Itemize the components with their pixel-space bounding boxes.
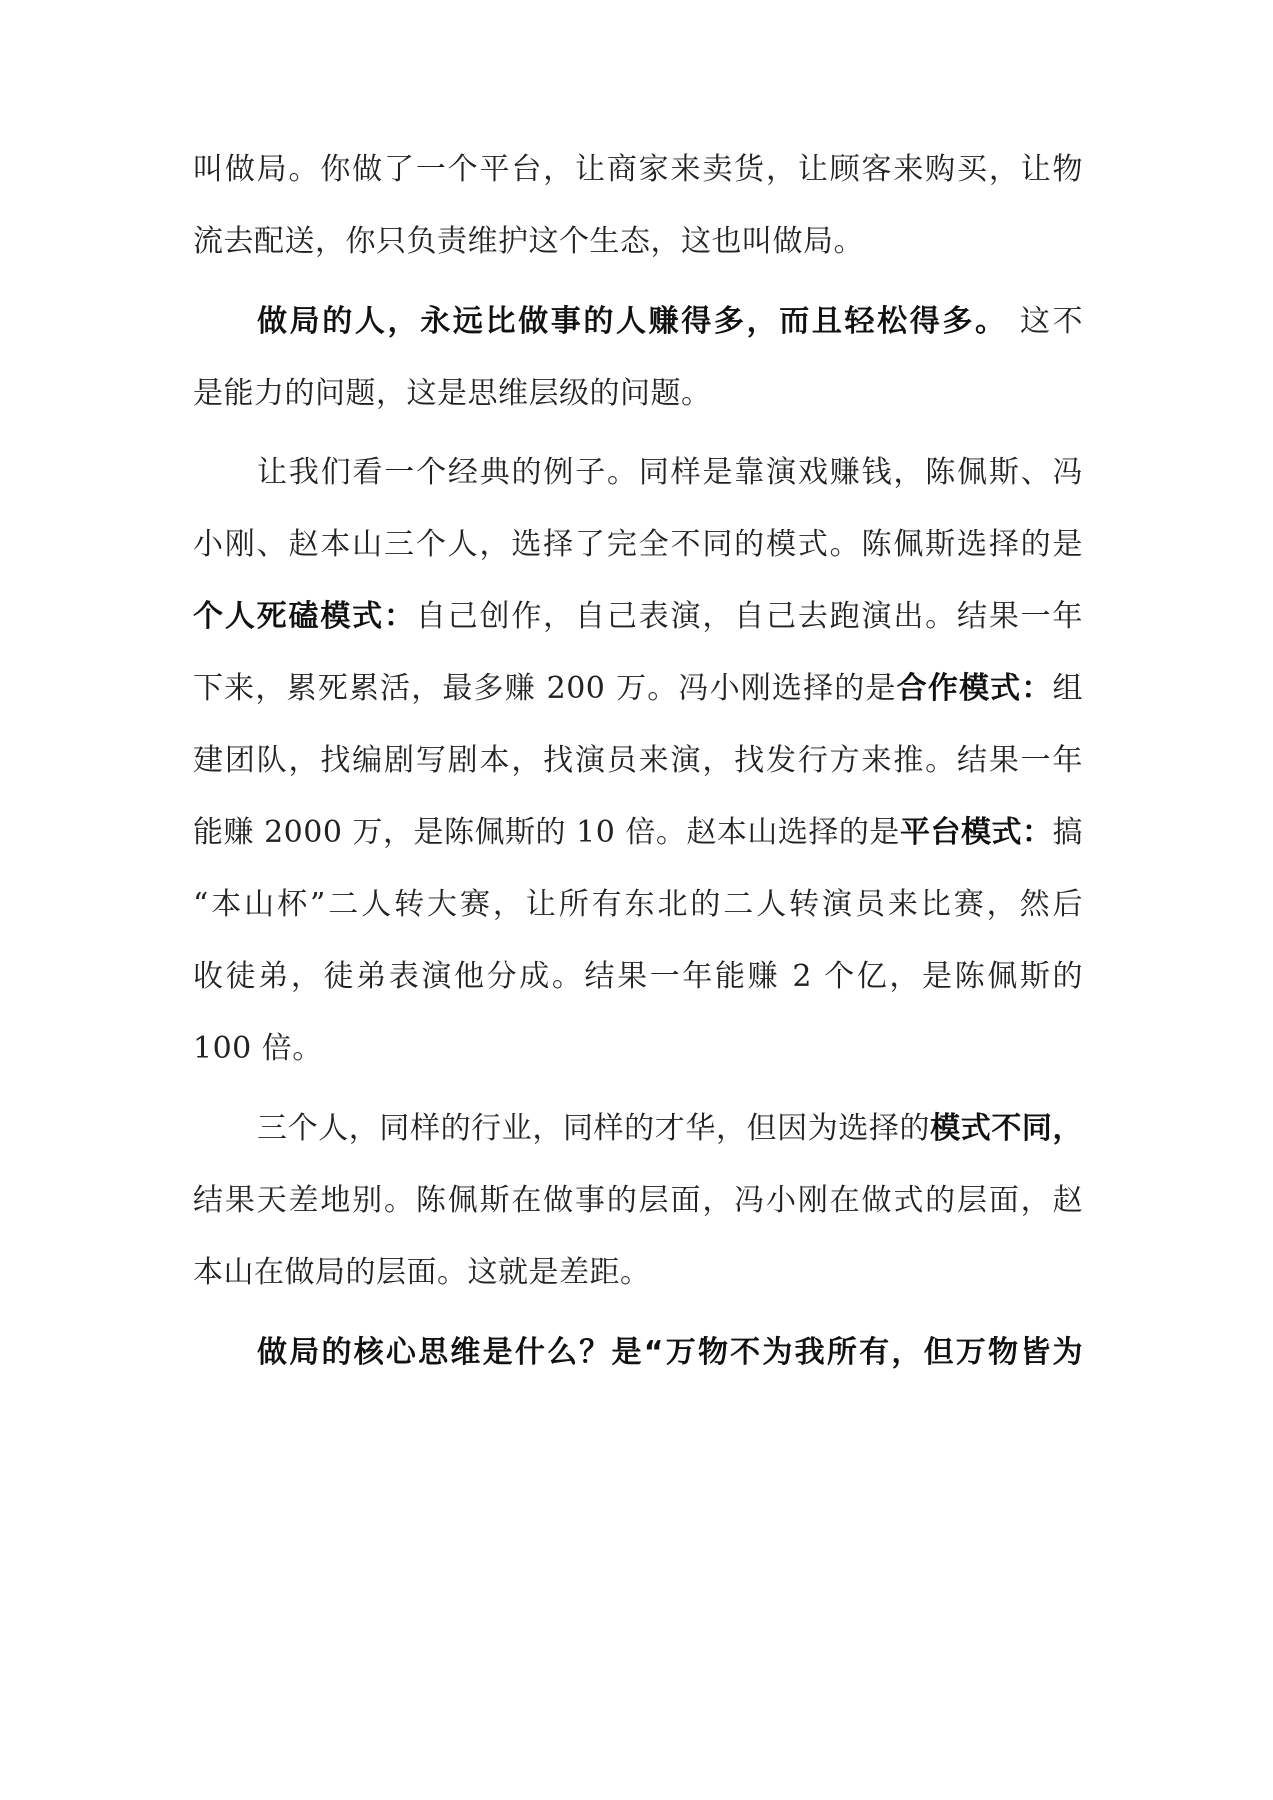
body-text: 组 [1052,671,1084,706]
bold-text: 个人死磕模式： [193,599,416,634]
body-text: 100 倍。 [193,1031,323,1066]
body-text: 让我们看一个经典的例子。同样是靠演戏赚钱，陈佩斯、冯 [257,455,1083,490]
body-text: 自己创作，自己表演，自己去跑演出。结果一年 [415,599,1084,634]
bold-text: 做局的人，永远比做事的人赚得多，而且轻松得多。 [257,304,1008,339]
bold-text: 做局的核心思维是什么？是“万物不为我所有，但万物皆为 [257,1335,1083,1370]
text-line [193,222,1083,262]
text-line [193,597,1083,637]
body-text: 叫做局。你做了一个平台，让商家来卖货，让顾客来购买，让物 [193,152,1083,187]
text-line [193,150,1083,190]
body-text: 三个人，同样的行业，同样的才华，但因为选择的 [257,1111,931,1146]
body-text: “本山杯”二人转大赛，让所有东北的二人转演员来比赛，然后 [193,887,1083,922]
body-text: 下来，累死累活，最多赚 200 万。冯小刚选择的是 [193,671,897,706]
text-line [257,302,1083,342]
text-line [193,957,1083,997]
body-text: 这不 [1007,304,1083,339]
body-text: 建团队，找编剧写剧本，找演员来演，找发行方来推。结果一年 [193,743,1083,778]
text-line [193,741,1083,781]
body-text: 本山在做局的层面。这就是差距。 [193,1255,651,1290]
text-line [193,1181,1083,1221]
body-text: 流去配送，你只负责维护这个生态，这也叫做局。 [193,224,864,259]
body-text: 能赚 2000 万，是陈佩斯的 10 倍。赵本山选择的是 [193,815,900,850]
text-line [193,813,1083,853]
text-line [257,1333,1083,1373]
text-line [193,374,1083,414]
body-text: 收徒弟，徒弟表演他分成。结果一年能赚 2 个亿，是陈佩斯的 [193,959,1083,994]
text-line [257,1109,1083,1149]
body-text: 结果天差地别。陈佩斯在做事的层面，冯小刚在做式的层面，赵 [193,1183,1083,1218]
text-line [193,669,1083,709]
body-text: 小刚、赵本山三个人，选择了完全不同的模式。陈佩斯选择的是 [193,527,1083,562]
text-line [193,1253,1083,1293]
body-text: 是能力的问题，这是思维层级的问题。 [193,376,712,411]
text-line [193,885,1083,925]
text-line [193,1029,1083,1069]
bold-text: 平台模式： [899,815,1053,850]
text-line [193,525,1083,565]
text-line [257,453,1083,493]
bold-text: 合作模式： [896,671,1053,706]
body-text: 搞 [1052,815,1083,850]
bold-text: 模式不同， [930,1111,1084,1146]
